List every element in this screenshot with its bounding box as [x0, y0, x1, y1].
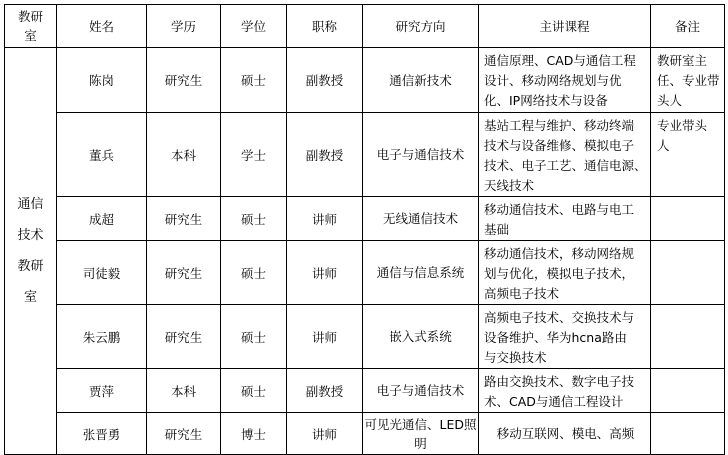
header-edu: 学历 [147, 5, 221, 48]
course-line: 高频电子技术、交换技术与 [484, 310, 635, 325]
direction-cell [363, 413, 479, 455]
courses-cell [479, 197, 651, 241]
name-cell: 司徒毅 [57, 241, 147, 305]
direction-cell [363, 197, 479, 241]
course-line: 划与优化，模拟电子技术， [484, 266, 635, 281]
course-line: 移动互联网、模电、高频 [496, 425, 635, 441]
edu-cell: 研究生 [147, 241, 221, 305]
courses-cell [479, 305, 651, 369]
department-line: 室 [23, 290, 37, 305]
name-cell: 朱云鹏 [57, 305, 147, 369]
direction-line: 明 [414, 435, 427, 451]
note-line: 人 [657, 138, 670, 153]
edu-cell: 研究生 [147, 305, 221, 369]
edu-cell: 研究生 [147, 48, 221, 113]
note-cell [651, 305, 725, 369]
course-line: 路由交换技术、数字电子技 [484, 374, 635, 389]
title-cell: 副教授 [287, 113, 363, 197]
note-cell [651, 197, 725, 241]
header-name: 姓名 [57, 5, 147, 48]
table-row [5, 197, 725, 241]
direction-cell [363, 241, 479, 305]
course-line: 通信原理、CAD与通信工程 [484, 53, 636, 68]
direction-line: 通信与信息系统 [376, 265, 465, 280]
edu-cell: 本科 [147, 113, 221, 197]
edu-cell: 研究生 [147, 197, 221, 241]
course-line: 移动通信技术，移动网络规 [484, 246, 635, 261]
direction-cell [363, 113, 479, 197]
note-line: 头人 [657, 93, 683, 108]
direction-cell [363, 305, 479, 369]
course-line: 技术、电子工艺、通信电源、 [484, 158, 647, 173]
edu-cell: 研究生 [147, 413, 221, 455]
name-cell: 董兵 [57, 113, 147, 197]
header-courses: 主讲课程 [479, 5, 651, 48]
table-row [5, 113, 725, 197]
title-cell: 副教授 [287, 48, 363, 113]
courses-cell [479, 241, 651, 305]
courses-cell [479, 369, 651, 413]
faculty-table [4, 4, 725, 455]
note-cell [651, 413, 725, 455]
direction-cell [363, 369, 479, 413]
direction-cell [363, 48, 479, 113]
department-line: 教研 [17, 259, 44, 274]
courses-cell [479, 113, 651, 197]
header-dept-line: 室 [24, 28, 37, 43]
title-cell: 讲师 [287, 413, 363, 455]
header-direction: 研究方向 [363, 5, 479, 48]
direction-line: 通信新技术 [389, 72, 452, 88]
courses-cell [479, 48, 651, 113]
course-line: 术、CAD与通信工程设计 [484, 394, 624, 409]
header-row [5, 5, 725, 48]
courses-cell [479, 413, 651, 455]
direction-line: 电子与通信技术 [376, 383, 465, 398]
department-line: 技术 [17, 228, 44, 243]
course-line: 设计、移动网络规划与优 [484, 73, 622, 88]
table-row [5, 305, 725, 369]
direction-line: 嵌入式系统 [389, 329, 452, 344]
table-row [5, 369, 725, 413]
degree-cell: 硕士 [221, 241, 287, 305]
name-cell: 贾萍 [57, 369, 147, 413]
note-line: 教研室主 [657, 53, 708, 68]
degree-cell: 硕士 [221, 197, 287, 241]
faculty-table-wrapper [4, 4, 725, 455]
course-line: 设备维护、华为hcna路由 [484, 330, 627, 345]
header-note: 备注 [651, 5, 725, 48]
degree-cell: 硕士 [221, 48, 287, 113]
course-line: 高频电子技术 [484, 286, 560, 301]
note-line: 任、专业带 [657, 73, 720, 88]
table-row [5, 241, 725, 305]
note-cell [651, 241, 725, 305]
title-cell: 副教授 [287, 369, 363, 413]
table-row [5, 413, 725, 455]
department-line: 通信 [17, 197, 44, 212]
course-line: 与交换技术 [484, 350, 547, 365]
title-cell: 讲师 [287, 241, 363, 305]
degree-cell: 硕士 [221, 369, 287, 413]
name-cell: 张晋勇 [57, 413, 147, 455]
course-line: 化、IP网络技术与设备 [484, 93, 608, 108]
degree-cell: 硕士 [221, 305, 287, 369]
title-cell: 讲师 [287, 197, 363, 241]
course-line: 基站工程与维护、移动终端 [484, 118, 635, 133]
name-cell: 陈岗 [57, 48, 147, 113]
course-line: 技术与设备维修、模拟电子 [484, 138, 635, 153]
edu-cell: 本科 [147, 369, 221, 413]
course-line: 天线技术 [484, 178, 535, 193]
direction-line: 无线通信技术 [382, 211, 458, 226]
note-cell [651, 113, 725, 197]
department-cell [5, 48, 57, 455]
direction-line: 电子与通信技术 [376, 147, 465, 162]
header-dept-line: 教研 [17, 9, 43, 24]
course-line: 移动通信技术、电路与电工 [484, 202, 635, 217]
header-dept [5, 5, 57, 48]
header-degree: 学位 [221, 5, 287, 48]
note-line: 专业带头 [657, 118, 708, 133]
header-title: 职称 [287, 5, 363, 48]
name-cell: 成超 [57, 197, 147, 241]
note-cell [651, 48, 725, 113]
degree-cell: 学士 [221, 113, 287, 197]
table-row [5, 48, 725, 113]
direction-line: 可见光通信、LED照 [364, 416, 477, 432]
course-line: 基础 [484, 222, 510, 237]
title-cell: 讲师 [287, 305, 363, 369]
note-cell [651, 369, 725, 413]
degree-cell: 博士 [221, 413, 287, 455]
